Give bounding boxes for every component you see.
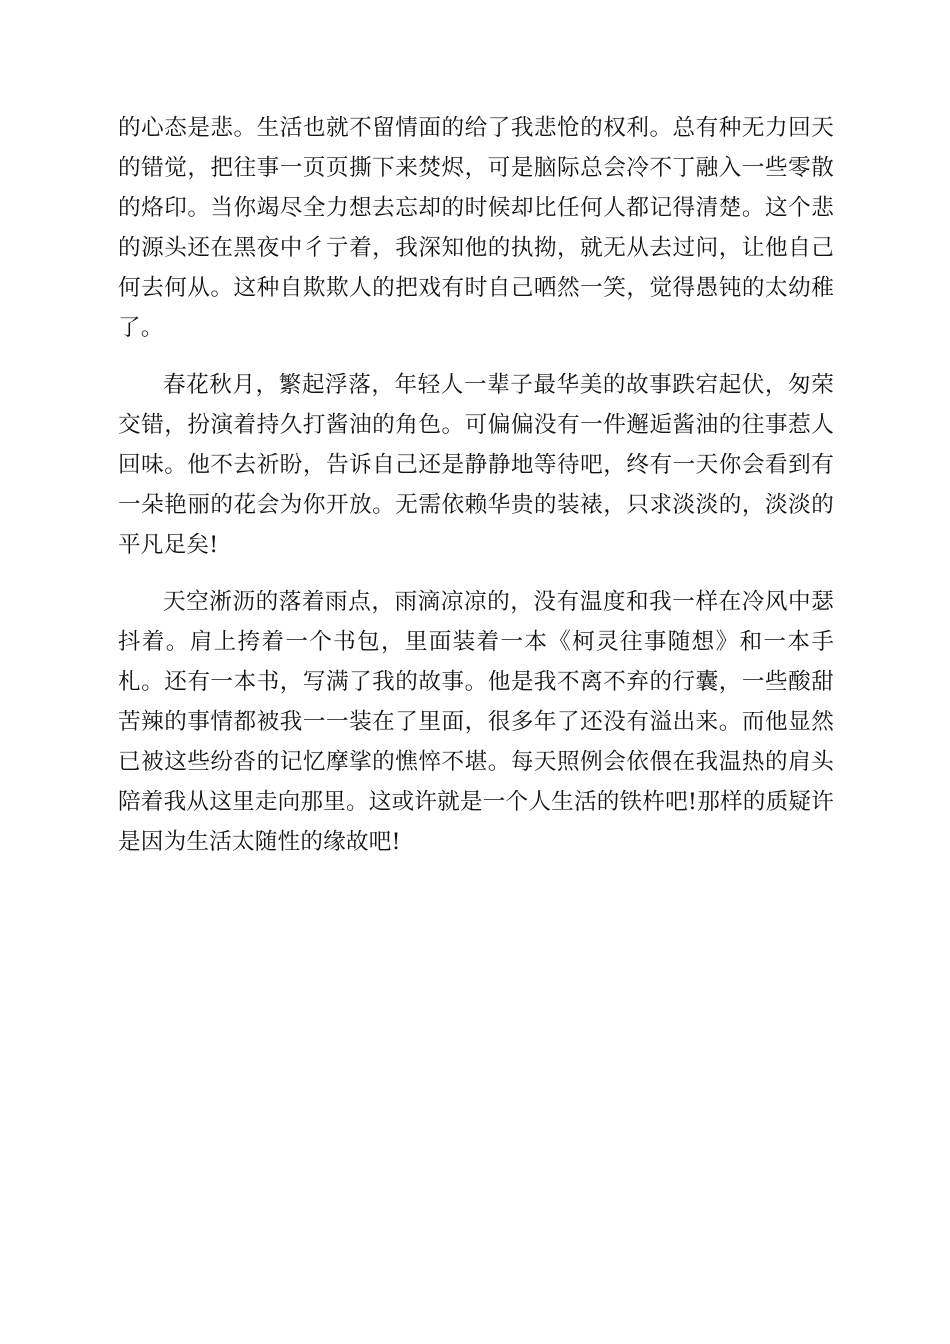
paragraph-2: 春花秋月，繁起浮落，年轻人一辈子最华美的故事跌宕起伏，匆荣交错，扮演着持久打酱油的角色。可偏偏没有一件邂逅酱油的往事惹人回味。他不去祈盼，告诉自己还是静静地等待吧，终有一天你会看到有一朵艳丽的花会为你开放。无需依赖华贵的装裱，只求淡淡的，淡淡的平凡足矣!: [118, 372, 834, 558]
paragraph-3: 天空淅沥的落着雨点，雨滴凉凉的，没有温度和我一样在冷风中瑟抖着。肩上挎着一个书包，里面装着一本《柯灵往事随想》和一本手札。还有一本书，写满了我的故事。他是我不离不弃的行囊，一些酸甜苦辣的事情都被我一一装在了里面，很多年了还没有溢出来。而他显然已被这些纷沓的记忆摩挲的憔悴不堪。每天照例会依偎在我温热的肩头陪着我从这里走向那里。这或许就是一个人生活的铁杵吧!那样的质疑许是因为生活太随性的缘故吧!: [118, 589, 834, 855]
document-body: [118, 108, 834, 879]
paragraph-1: 的心态是悲。生活也就不留情面的给了我悲怆的权利。总有种无力回天的错觉，把往事一页页撕下来焚烬，可是脑际总会冷不丁融入一些零散的烙印。当你竭尽全力想去忘却的时候却比任何人都记得清楚。这个悲的源头还在黑夜中彳亍着，我深知他的执拗，就无从去过问，让他自己何去何从。这种自欺欺人的把戏有时自己哂然一笑，觉得愚钝的太幼稚了。: [118, 115, 834, 341]
